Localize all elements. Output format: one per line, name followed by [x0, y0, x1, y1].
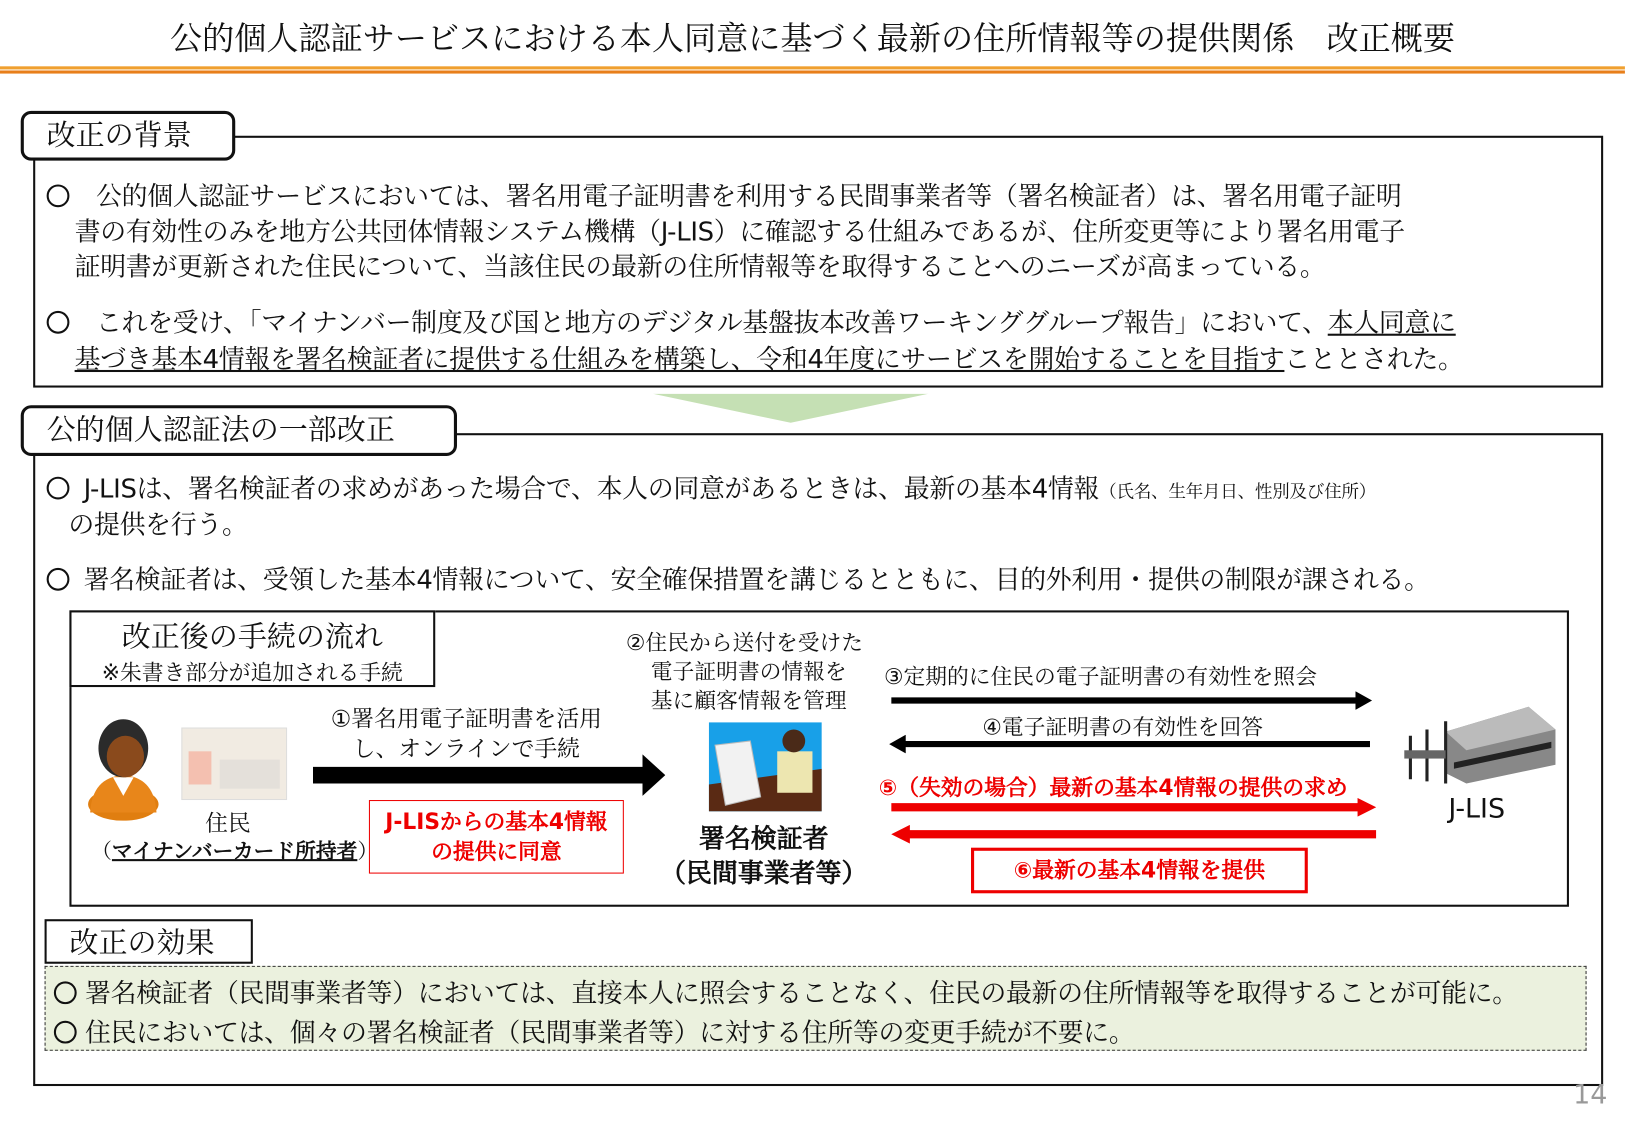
step5-text: ⑤（失効の場合）最新の基本4情報の提供の求め	[878, 775, 1348, 801]
resident-label: 住民	[205, 811, 251, 838]
text-line: これを受け、「マイナンバー制度及び国と地方のデジタル基盤抜本改善ワーキンググループ報告」において、	[96, 307, 1328, 338]
text-line: 署名検証者（民間事業者等）においては、直接本人に照会することなく、住民の最新の住所情報等を取得することが可能に。	[84, 978, 1518, 1009]
text-line: こととされた。	[1284, 344, 1464, 375]
effect-line-1	[54, 973, 1518, 1010]
background-label: 改正の背景	[21, 111, 236, 161]
text-line	[75, 339, 1464, 376]
step2-text	[626, 628, 863, 715]
flow-title: 改正後の手続の流れ	[121, 619, 383, 654]
resident-sub	[91, 834, 378, 864]
text-line: 署名検証者は、受領した基本4情報について、安全確保措置を講じるとともに、目的外利用・提供の制限が課される。	[83, 564, 1430, 595]
down-triangle-icon	[653, 394, 929, 425]
underlined-text: 本人同意に	[1327, 307, 1456, 338]
bullet-icon	[47, 184, 70, 207]
bullet-icon	[54, 981, 77, 1004]
card-field	[220, 760, 280, 789]
text-line: 証明書が更新された住民について、当該住民の最新の住所情報等を取得することへのニーズが高まっている。	[74, 251, 1326, 282]
text-line: し、オンラインで手続	[352, 736, 580, 763]
step3-arrow	[891, 691, 1372, 710]
background-bullet-2	[47, 303, 1456, 340]
step6-arrow	[891, 825, 1376, 844]
my-number-card-icon	[181, 727, 287, 800]
page-number: 14	[1573, 1079, 1608, 1111]
text-line: 住民においては、個々の署名検証者（民間事業者等）に対する住所等の変更手続が不要に。	[84, 1017, 1135, 1048]
page-title: 公的個人認証サービスにおける本人同意に基づく最新の住所情報等の提供関係 改正概要	[169, 20, 1455, 59]
bullet-icon	[47, 568, 70, 591]
flow-note: ※朱書き部分が追加される手続	[101, 660, 403, 685]
text-line: 電子証明書の情報を	[650, 659, 847, 684]
amendment-bullet-2	[47, 560, 1430, 597]
text-line: の提供を行う。	[68, 509, 248, 540]
paren: ）	[357, 838, 379, 864]
amendment-bullet-1	[47, 468, 1376, 505]
verifier-label: 署名検証者	[698, 823, 829, 854]
paren: （	[91, 838, 112, 864]
text-line: 公的個人認証サービスにおいては、署名用電子証明書を利用する民間事業者等（署名検証者）は、署名用電子証明	[96, 181, 1402, 212]
underlined-text: 基づき基本4情報を署名検証者に提供する仕組みを構築し、令和4年度にサービスを開始することを目指す	[74, 344, 1285, 375]
resident-sub-label: マイナンバーカード所持者	[111, 838, 358, 864]
verifier-person-icon	[709, 722, 822, 811]
small-text: （氏名、生年月日、性別及び住所）	[1099, 481, 1376, 503]
verifier-sub: （民間事業者等）	[660, 858, 868, 889]
bullet-icon	[47, 311, 70, 334]
flow-title-box	[69, 610, 435, 687]
text-line: ②住民から送付を受けた	[625, 630, 864, 655]
step5-arrow	[891, 798, 1376, 817]
title-rule-2	[0, 70, 1625, 73]
jlis-label: J-LIS	[1448, 793, 1506, 825]
text-line: ①署名用電子証明書を活用	[330, 706, 602, 733]
effect-line-2	[54, 1012, 1135, 1049]
step6-box: ⑥最新の基本4情報を提供	[971, 848, 1308, 894]
step4-text: ④電子証明書の有効性を回答	[982, 715, 1264, 740]
title-rule	[0, 66, 1625, 69]
step1-arrow	[313, 754, 665, 795]
text-line: J-LISからの基本4情報	[385, 809, 608, 835]
background-bullet-1	[47, 176, 1402, 213]
bullet-icon	[54, 1021, 77, 1044]
effect-label: 改正の効果	[45, 919, 253, 964]
text-line: 基に顧客情報を管理	[650, 688, 847, 713]
resident-person-icon	[86, 713, 161, 821]
bullet-icon	[47, 477, 70, 500]
text-line: 書の有効性のみを地方公共団体情報システム機構（J-LIS）に確認する仕組みであるが、住所変更等により署名用電子	[74, 216, 1405, 247]
card-photo	[189, 751, 212, 784]
consent-box	[369, 800, 624, 874]
text-line: J-LISは、署名検証者の求めがあった場合で、本人の同意があるときは、最新の基本4情報	[83, 473, 1100, 504]
amendment-label: 公的個人認証法の一部改正	[21, 405, 457, 456]
step3-text: ③定期的に住民の電子証明書の有効性を照会	[883, 664, 1317, 690]
jlis-building-icon	[1404, 705, 1555, 784]
step4-arrow	[889, 735, 1370, 754]
text-line: の提供に同意	[431, 839, 562, 865]
